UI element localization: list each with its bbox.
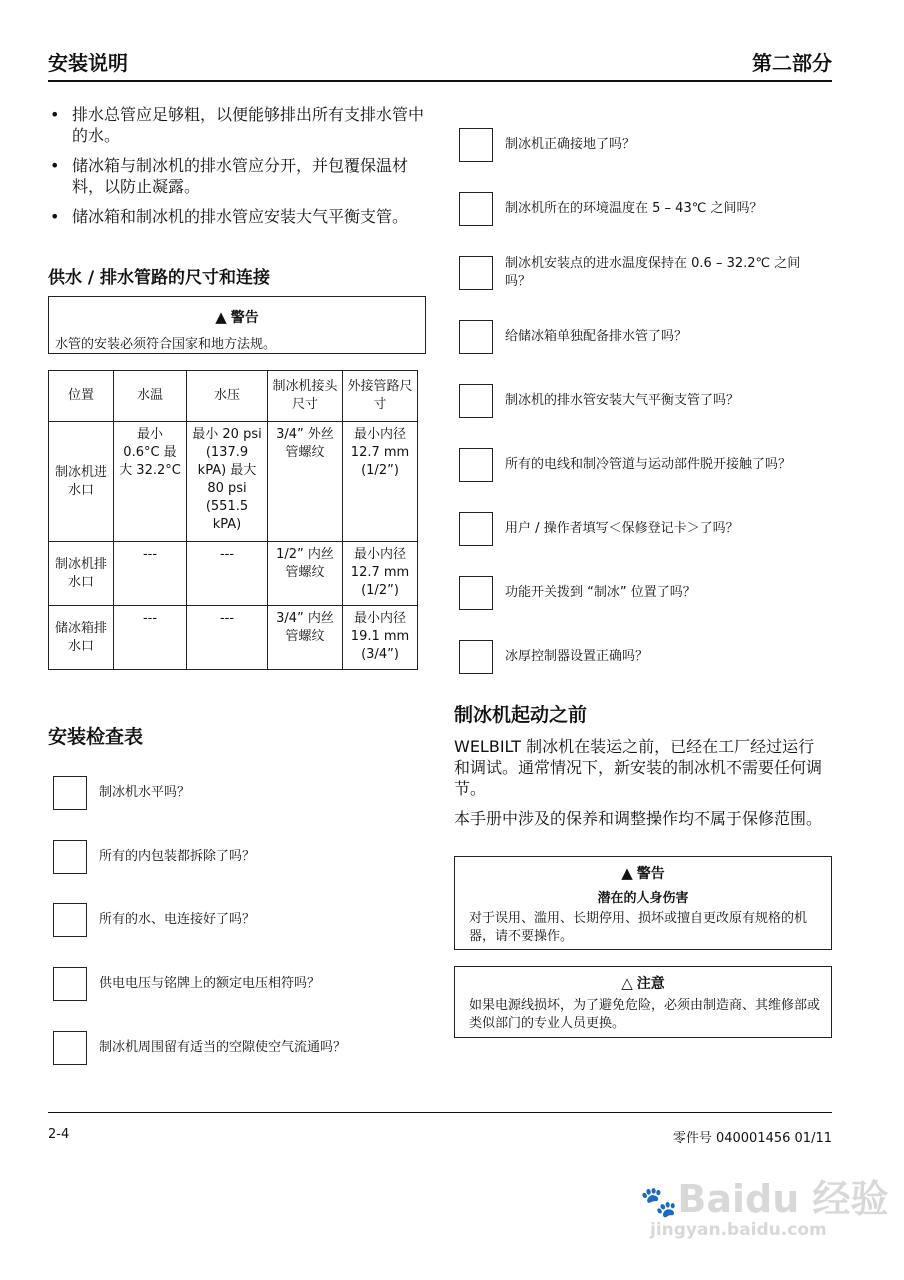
- checkbox[interactable]: [459, 320, 493, 354]
- checkbox[interactable]: [53, 903, 87, 937]
- table-header-row: [49, 371, 418, 422]
- checkbox[interactable]: [459, 192, 493, 226]
- caution-text: 如果电源线损坏，为了避免危险，必须由制造商、其维修部或类似部门的专业人员更换。: [469, 998, 821, 1031]
- table-cell: 最小 0.6°C 最大 32.2°C: [114, 422, 187, 542]
- injury-warning-box: [454, 856, 832, 950]
- checkbox[interactable]: [459, 128, 493, 162]
- checklist-label: 给储冰箱单独配备排水管了吗？: [505, 329, 688, 344]
- footer-rule: [48, 1112, 832, 1113]
- warning-title: 警告: [230, 310, 259, 326]
- table-cell: ---: [187, 606, 268, 670]
- table-cell: 制冰机进水口: [49, 422, 114, 542]
- checklist-label: 所有的内包装都拆除了吗？: [99, 849, 256, 864]
- table-cell: 制冰机排水口: [49, 542, 114, 606]
- table-cell: 最小内径 19.1 mm (3/4”): [343, 606, 418, 670]
- column-header: 制冰机接头尺寸: [268, 371, 343, 422]
- warning-triangle-icon: ▲: [215, 308, 227, 326]
- watermark-logo: 🐾Baidu 经验: [640, 1177, 889, 1221]
- checklist-label: 制冰机的排水管安装大气平衡支管了吗？: [505, 393, 740, 408]
- requirements-list: [48, 104, 428, 236]
- watermark-url: jingyan.baidu.com: [650, 1220, 827, 1240]
- header-part-label: 第二部分: [752, 51, 832, 75]
- table-row: [49, 542, 418, 606]
- checklist-item[interactable]: [459, 190, 839, 228]
- page-number: 2-4: [48, 1127, 70, 1142]
- checklist-item[interactable]: [459, 254, 839, 292]
- table-row: [49, 422, 418, 542]
- warning-title: 警告: [636, 866, 665, 882]
- table-cell: 最小 20 psi (137.9 kPA) 最大 80 psi (551.5 kPA): [187, 422, 268, 542]
- checklist-item[interactable]: [459, 126, 839, 164]
- checklist-label: 制冰机安装点的进水温度保持在 0.6 – 32.2℃ 之间吗？: [505, 256, 801, 289]
- table-cell: 3/4” 外丝管螺纹: [268, 422, 343, 542]
- checklist-item[interactable]: [53, 965, 433, 1003]
- pipe-section-title: 供水 / 排水管路的尺寸和连接: [48, 268, 271, 288]
- caution-title: 注意: [636, 976, 665, 992]
- column-header: 外接管路尺寸: [343, 371, 418, 422]
- checklist-item[interactable]: [459, 574, 839, 612]
- caution-box: [454, 966, 832, 1038]
- table-cell: ---: [187, 542, 268, 606]
- table-cell: ---: [114, 542, 187, 606]
- table-row: [49, 606, 418, 670]
- checklist-item[interactable]: [53, 838, 433, 876]
- checkbox[interactable]: [53, 840, 87, 874]
- checklist-label: 所有的电线和制冷管道与运动部件脱开接触了吗？: [505, 457, 792, 472]
- checklist-label: 制冰机周围留有适当的空隙使空气流通吗？: [99, 1040, 347, 1055]
- checkbox[interactable]: [53, 967, 87, 1001]
- startup-paragraph: WELBILT 制冰机在装运之前，已经在工厂经过运行和调试。通常情况下，新安装的制冰机不需要任何调节。: [454, 737, 823, 798]
- caution-triangle-icon: △: [621, 974, 633, 992]
- checklist-label: 用户 / 操作者填写＜保修登记卡＞了吗？: [505, 521, 739, 536]
- checklist-label: 冰厚控制器设置正确吗？: [505, 649, 649, 664]
- list-item: • 排水总管应足够粗，以便能够排出所有支排水管中的水。: [48, 104, 428, 146]
- table-cell: 1/2” 内丝管螺纹: [268, 542, 343, 606]
- checkbox[interactable]: [459, 640, 493, 674]
- warning-text: 对于误用、滥用、长期停用、损坏或擅自更改原有规格的机器，请不要操作。: [469, 911, 808, 944]
- warning-triangle-icon: ▲: [621, 864, 633, 882]
- checklist-item[interactable]: [459, 638, 839, 676]
- column-header: 位置: [49, 371, 114, 422]
- pipe-size-table: [48, 370, 418, 670]
- part-number: 零件号 040001456 01/11: [672, 1131, 832, 1146]
- list-item: • 储冰箱和制冰机的排水管应安装大气平衡支管。: [48, 206, 428, 227]
- paw-icon: 🐾: [640, 1185, 678, 1220]
- checkbox[interactable]: [459, 576, 493, 610]
- table-cell: 最小内径 12.7 mm (1/2”): [343, 422, 418, 542]
- checklist-item[interactable]: [459, 446, 839, 484]
- checkbox[interactable]: [459, 512, 493, 546]
- checklist-label: 制冰机所在的环境温度在 5 – 43℃ 之间吗？: [505, 201, 763, 216]
- header-section-title: 安装说明: [48, 51, 128, 75]
- checklist-item[interactable]: [53, 774, 433, 812]
- warning-text: 水管的安装必须符合国家和地方法规。: [55, 337, 277, 352]
- checklist-label: 制冰机正确接地了吗？: [505, 137, 636, 152]
- checkbox[interactable]: [459, 256, 493, 290]
- checklist-item[interactable]: [53, 901, 433, 939]
- startup-title: 制冰机起动之前: [454, 704, 588, 726]
- checklist-label: 供电电压与铭牌上的额定电压相符吗？: [99, 976, 321, 991]
- checklist-label: 所有的水、电连接好了吗？: [99, 912, 256, 927]
- checklist-item[interactable]: [53, 1029, 433, 1067]
- checklist-item[interactable]: [459, 318, 839, 356]
- header-rule: [48, 80, 832, 82]
- checkbox[interactable]: [459, 384, 493, 418]
- table-cell: ---: [114, 606, 187, 670]
- checkbox[interactable]: [53, 776, 87, 810]
- table-cell: 3/4” 内丝管螺纹: [268, 606, 343, 670]
- column-header: 水温: [114, 371, 187, 422]
- checklist-title: 安装检查表: [48, 726, 144, 748]
- checklist-item[interactable]: [459, 510, 839, 548]
- checkbox[interactable]: [53, 1031, 87, 1065]
- list-item: • 储冰箱与制冰机的排水管应分开，并包覆保温材料，以防止凝露。: [48, 155, 428, 197]
- warning-subtitle: 潜在的人身伤害: [597, 891, 689, 906]
- checklist-item[interactable]: [459, 382, 839, 420]
- table-cell: 最小内径 12.7 mm (1/2”): [343, 542, 418, 606]
- column-header: 水压: [187, 371, 268, 422]
- checklist-label: 功能开关拨到 “制冰” 位置了吗？: [505, 585, 696, 600]
- warranty-paragraph: 本手册中涉及的保养和调整操作均不属于保修范围。: [454, 809, 823, 828]
- table-cell: 储冰箱排水口: [49, 606, 114, 670]
- pipe-warning-box: [48, 296, 426, 354]
- checklist-label: 制冰机水平吗？: [99, 785, 191, 800]
- checkbox[interactable]: [459, 448, 493, 482]
